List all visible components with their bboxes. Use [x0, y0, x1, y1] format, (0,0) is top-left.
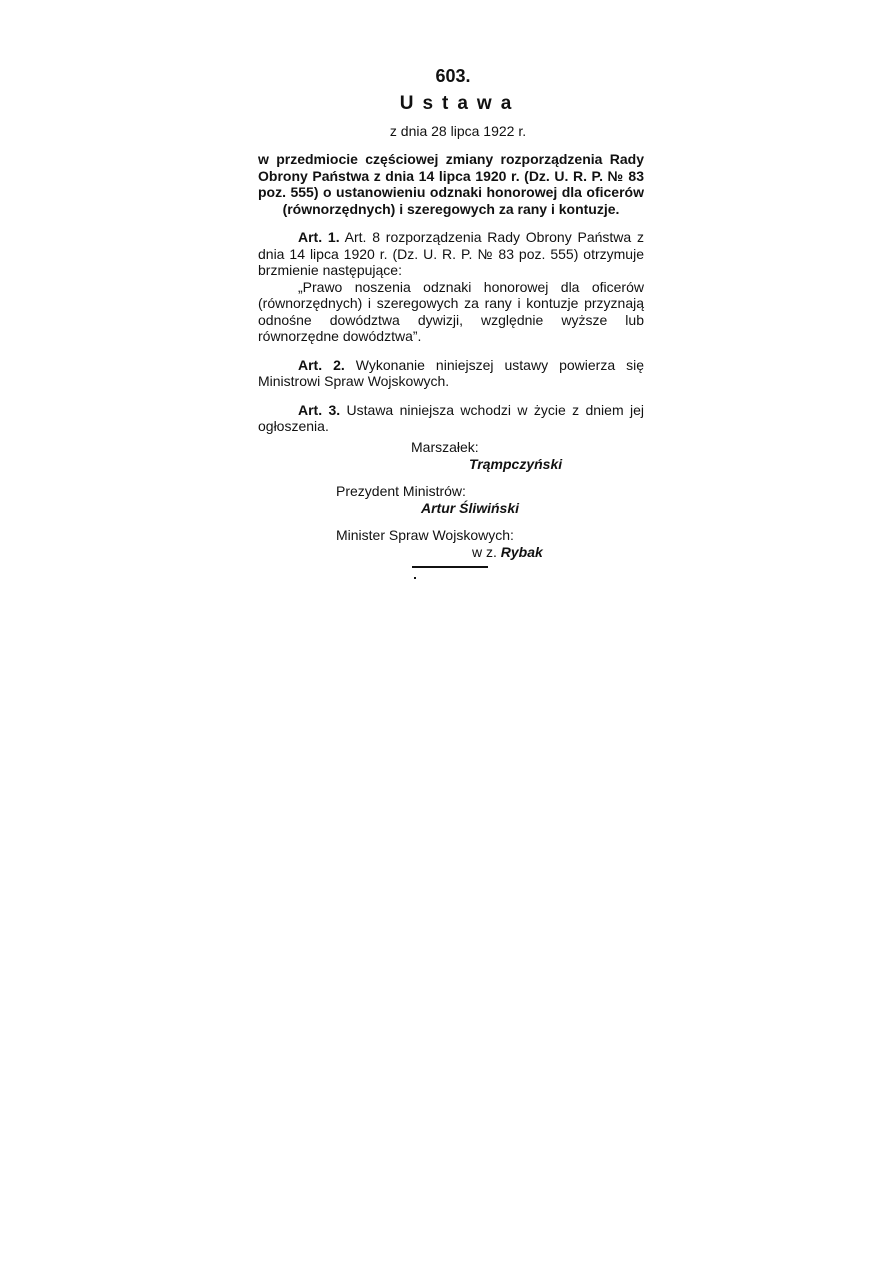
- subject-paragraph: w przedmiocie częściowej zmiany rozporządzenia Rady Obrony Państwa z dnia 14 lipca 1920 r. (Dz. U. R. P. № 83 poz. 555) o ustanowieniu odznaki honorowej dla oficerów (równorzędnych) i szeregowych za rany i kontuzje.: [258, 151, 644, 217]
- article-1-quote: „Prawo noszenia odznaki honorowej dla oficerów (równorzędnych) i szeregowych za rany i kontuzje przyznają odnośne dowództwa dywizji, względnie wyższe lub równorzędne dowództwa”.: [258, 278, 644, 344]
- signature-minister-military: [258, 527, 644, 561]
- date-line: z dnia 28 lipca 1922 r.: [389, 123, 527, 139]
- article-2-label: Art. 2.: [298, 356, 345, 373]
- signature-name: Trąmpczyński: [469, 455, 563, 472]
- page-number: 603.: [435, 66, 471, 86]
- signature-marshal: [258, 439, 644, 473]
- signature-role: Marszałek:: [411, 438, 479, 455]
- signature-name: Artur Śliwiński: [421, 499, 520, 516]
- document-title: Ustawa: [399, 93, 521, 114]
- article-1: [258, 229, 644, 279]
- signature-role: Prezydent Ministrów:: [336, 482, 466, 499]
- article-3-text: Ustawa niniejsza wchodzi w życie z dniem jej ogłoszenia.: [258, 401, 644, 434]
- signature-name: Rybak: [500, 543, 543, 560]
- article-2: [258, 357, 644, 390]
- signature-prefix: w z.: [472, 543, 497, 560]
- signature-name-line: [472, 544, 644, 561]
- article-2-text: Wykonanie niniejszej ustawy powierza się Ministrowi Spraw Wojskowych.: [258, 356, 644, 389]
- article-3: [258, 402, 644, 435]
- closing-rule: [412, 566, 488, 568]
- signature-role: Minister Spraw Wojskowych:: [336, 526, 514, 543]
- article-3-label: Art. 3.: [298, 401, 341, 418]
- document-page: [258, 62, 644, 561]
- article-1-label: Art. 1.: [298, 229, 340, 245]
- article-1-text: Art. 8 rozporządzenia Rady Obrony Państwa z dnia 14 lipca 1920 r. (Dz. U. R. P. № 83 poz. 555) otrzymuje brzmienie następujące:: [258, 229, 644, 278]
- closing-dot: [414, 577, 416, 579]
- signature-prime-minister: [258, 483, 644, 517]
